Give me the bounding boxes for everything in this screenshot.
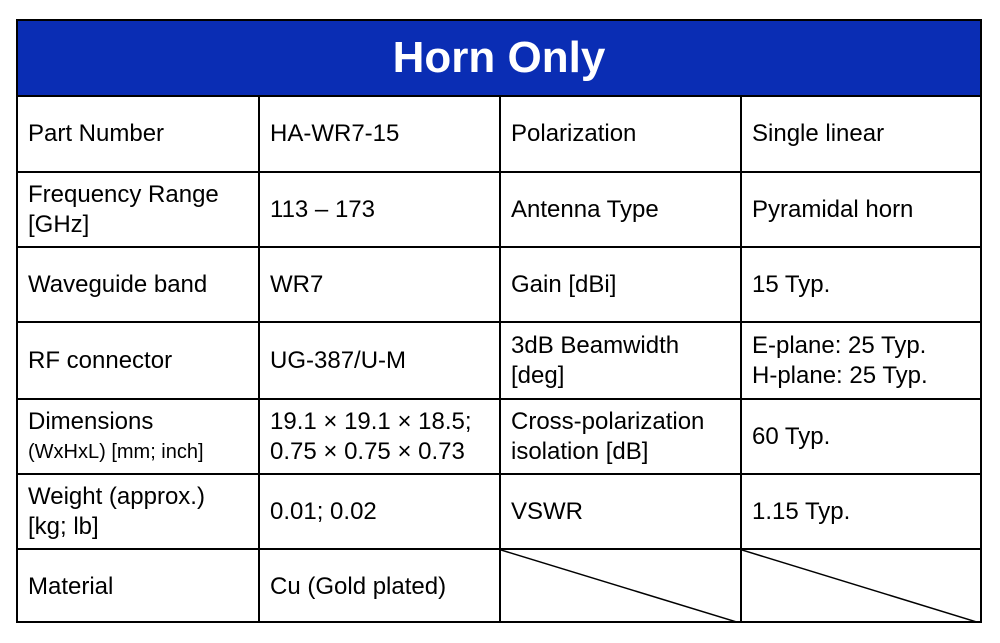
label-line: [deg] [511, 361, 565, 389]
label-line: Frequency Range [28, 180, 219, 208]
table-row [18, 399, 980, 474]
value-line: E-plane: 25 Typ. [752, 331, 927, 359]
value-vswr: 1.15 Typ. [741, 474, 980, 549]
diagonal-strike [501, 550, 740, 623]
table-title: Horn Only [18, 21, 980, 97]
label-line: Weight (approx.) [28, 482, 205, 510]
label-line: Cross-polarization [511, 407, 705, 435]
spec-table [18, 97, 980, 623]
label-rf-connector: RF connector [18, 322, 259, 399]
value-part-number: HA-WR7-15 [259, 97, 500, 172]
empty-cell [500, 549, 741, 623]
value-line: H-plane: 25 Typ. [752, 361, 928, 389]
value-line: 0.75 × 0.75 × 0.73 [270, 437, 465, 465]
value-polarization: Single linear [741, 97, 980, 172]
value-cross-polarization: 60 Typ. [741, 399, 980, 474]
value-antenna-type: Pyramidal horn [741, 172, 980, 247]
table-row [18, 172, 980, 247]
label-line: 3dB Beamwidth [511, 331, 680, 359]
label-gain: Gain [dBi] [500, 247, 741, 322]
label-cross-polarization [500, 399, 741, 474]
label-line: [kg; lb] [28, 512, 99, 540]
label-beamwidth [500, 322, 741, 399]
value-material: Cu (Gold plated) [259, 549, 500, 623]
empty-cell [741, 549, 980, 623]
label-frequency-range [18, 172, 259, 247]
label-vswr: VSWR [500, 474, 741, 549]
value-waveguide-band: WR7 [259, 247, 500, 322]
value-weight: 0.01; 0.02 [259, 474, 500, 549]
label-antenna-type: Antenna Type [500, 172, 741, 247]
label-material: Material [18, 549, 259, 623]
table-row [18, 474, 980, 549]
label-line: (WxHxL) [mm; inch] [28, 440, 204, 463]
label-polarization: Polarization [500, 97, 741, 172]
label-part-number: Part Number [18, 97, 259, 172]
label-line: Dimensions [28, 407, 154, 435]
value-beamwidth [741, 322, 980, 399]
table-row [18, 549, 980, 623]
table-row [18, 247, 980, 322]
label-line: [GHz] [28, 210, 90, 238]
value-rf-connector: UG-387/U-M [259, 322, 500, 399]
value-dimensions [259, 399, 500, 474]
table-row [18, 97, 980, 172]
label-line: isolation [dB] [511, 437, 649, 465]
value-frequency-range: 113 – 173 [259, 172, 500, 247]
value-line: 19.1 × 19.1 × 18.5; [270, 407, 472, 435]
value-gain: 15 Typ. [741, 247, 980, 322]
label-dimensions [18, 399, 259, 474]
label-waveguide-band: Waveguide band [18, 247, 259, 322]
diagonal-strike [742, 550, 980, 623]
spec-sheet [16, 19, 982, 623]
table-row [18, 322, 980, 399]
label-weight [18, 474, 259, 549]
